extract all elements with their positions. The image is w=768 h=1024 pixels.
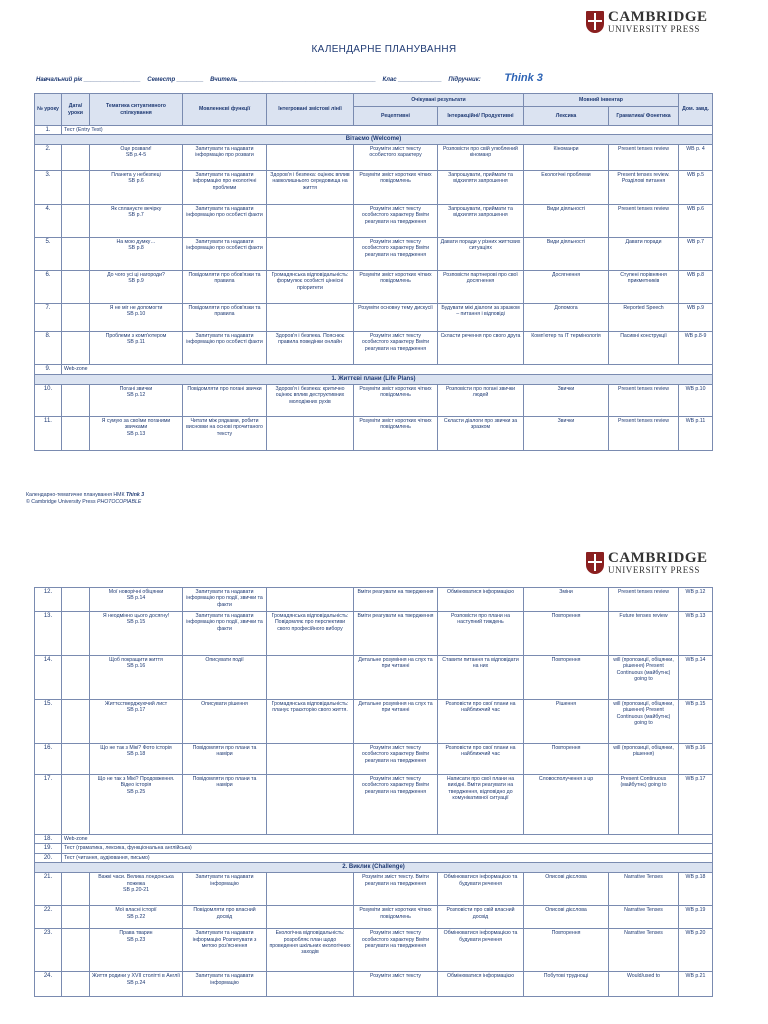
lesson-number: 18. [35, 835, 62, 844]
lesson-date [62, 906, 90, 929]
publisher-logo [586, 10, 708, 34]
lesson-number: 5. [35, 237, 62, 270]
lesson-topic: Планета у небезпеці SB p.6 [90, 170, 183, 204]
receptive-results: Розуміти зміст тексту особистого характеру Вміти реагувати на твердження [354, 204, 438, 237]
integrated-lines [267, 906, 354, 929]
grammar-cell: Narrative Tenses [609, 873, 679, 906]
homework-cell: WB p.16 [679, 744, 713, 775]
table-row [35, 656, 713, 700]
homework-cell: WB p.12 [679, 588, 713, 612]
meta-class: Клас _____________ [382, 77, 442, 83]
speech-functions: Запитувати та надавати інформацію про події, звички та факти [183, 588, 267, 612]
lesson-number: 14. [35, 656, 62, 700]
publisher-name-top: CAMBRIDGE [608, 9, 708, 25]
lesson-number: 15. [35, 700, 62, 744]
integrated-lines: Громадянська відповідальність: формулює особисті ціннісні пріоритети [267, 270, 354, 303]
interactive-results: Обмінюватися інформацією [438, 588, 524, 612]
lexis-cell: Повторення [524, 656, 609, 700]
lexis-cell: Повторення [524, 612, 609, 656]
header-meta [36, 72, 543, 84]
lesson-date [62, 416, 90, 450]
lesson-topic: Я не міг не допомогти SB p.10 [90, 303, 183, 331]
receptive-results: Розуміти зміст тексту особистого характеру [354, 144, 438, 170]
integrated-lines: Здоров'я і безпека: оцінює вплив навколишнього середовища на життя [267, 170, 354, 204]
lesson-date [62, 237, 90, 270]
lesson-topic: Погані звички SB p.12 [90, 384, 183, 416]
homework-cell: WB p.10 [679, 384, 713, 416]
col-integrated-header: Інтегровані змістові лінії [267, 94, 354, 126]
speech-functions: Повідомляти про плани та наміри [183, 775, 267, 835]
homework-cell: WB p.21 [679, 972, 713, 997]
lesson-topic: Оце розваги! SB p.4-5 [90, 144, 183, 170]
interactive-results: Розповісти про свої плани на найближчий час [438, 744, 524, 775]
receptive-results: Детальне розуміння на слух та при читанні [354, 656, 438, 700]
table-row [35, 204, 713, 237]
lesson-date [62, 384, 90, 416]
speech-functions: Запитувати та надавати інформацію про особисті факти [183, 204, 267, 237]
integrated-lines [267, 972, 354, 997]
section-row [35, 135, 713, 144]
speech-functions: Описувати події [183, 656, 267, 700]
meta-textbook-label: Підручник: [448, 77, 481, 83]
grammar-cell: Present Continuous (майбутнє) going to [609, 775, 679, 835]
lesson-topic: Я сумую за своїми поганими звичками SB p.13 [90, 416, 183, 450]
receptive-results: Розуміти зміст коротких чітких повідомлень [354, 384, 438, 416]
grammar-cell: Present tenses review [609, 416, 679, 450]
receptive-results: Вміти реагувати на твердження [354, 588, 438, 612]
speech-functions: Запитувати та надавати інформацію про екологічні проблеми [183, 170, 267, 204]
grammar-cell: Present tenses review [609, 144, 679, 170]
lesson-number: 1. [35, 126, 62, 135]
receptive-results: Розуміти зміст коротких чітких повідомлень [354, 270, 438, 303]
grammar-cell: Пасивні конструкції [609, 331, 679, 364]
speech-functions: Запитувати та надавати інформацію Розпитувати з метою роз'яснення [183, 929, 267, 972]
speech-functions: Описувати рішення [183, 700, 267, 744]
table-row [35, 270, 713, 303]
publisher-name-top: CAMBRIDGE [608, 550, 708, 566]
col-language-header: Мовний інвентар [524, 94, 679, 107]
lexis-cell: Види діяльності [524, 204, 609, 237]
col-results-header: Очікувані результати [354, 94, 524, 107]
integrated-lines: Громадянська відповідальність: планує траєкторію свого життя. [267, 700, 354, 744]
speech-functions: Запитувати та надавати інформацію про особисті факти [183, 237, 267, 270]
table-row [35, 853, 713, 862]
speech-functions: Запитувати та надавати інформацію [183, 972, 267, 997]
homework-cell: WB p.17 [679, 775, 713, 835]
lesson-topic: До чого усі ці нагороди? SB p.9 [90, 270, 183, 303]
table-row [35, 744, 713, 775]
lesson-topic: Мої новорічні обіцянки SB p.14 [90, 588, 183, 612]
speech-functions: Повідомляти про погані звички [183, 384, 267, 416]
homework-cell: WB p.9 [679, 303, 713, 331]
lesson-number: 7. [35, 303, 62, 331]
lesson-topic: Як сплануєте вечірку SB p.7 [90, 204, 183, 237]
lexis-cell: Повторення [524, 929, 609, 972]
homework-cell: WB p. 4 [679, 144, 713, 170]
lesson-topic: Я неодмінно цього досягну! SB p.15 [90, 612, 183, 656]
speech-functions: Запитувати та надавати інформацію [183, 873, 267, 906]
publisher-name-bottom: UNIVERSITY PRESS [608, 565, 701, 575]
integrated-lines [267, 588, 354, 612]
receptive-results: Розуміти зміст тексту [354, 972, 438, 997]
lesson-date [62, 270, 90, 303]
grammar-cell: will (пропозиції, обіцянки, рішення) Present Continuous (майбутнє) going to [609, 656, 679, 700]
interactive-results: Розповісти про плани на наступний тиждень [438, 612, 524, 656]
speech-functions: Запитувати та надавати інформацію про розваги [183, 144, 267, 170]
interactive-results: Давати поради у різних життєвих ситуаціях [438, 237, 524, 270]
lesson-date [62, 331, 90, 364]
homework-cell: WB p.11 [679, 416, 713, 450]
lesson-number: 6. [35, 270, 62, 303]
lesson-number: 23. [35, 929, 62, 972]
integrated-lines: Здоров'я і безпека: критично оцінює вплив деструктивних молодіжних рухів [267, 384, 354, 416]
receptive-results: Розуміти зміст тексту особистого характеру Вміти реагувати на твердження [354, 237, 438, 270]
receptive-results: Розуміти зміст тексту особистого характеру Вміти реагувати на твердження [354, 929, 438, 972]
homework-cell: WB p.14 [679, 656, 713, 700]
lesson-number: 17. [35, 775, 62, 835]
meta-semester: Семестр ________ [147, 77, 204, 83]
lesson-topic: Життя родини у XVII столітті в Англії SB p.24 [90, 972, 183, 997]
table-row [35, 612, 713, 656]
lesson-topic: Що не так з Мікі? Фото історія SB p.18 [90, 744, 183, 775]
lesson-topic: На мою думку… SB p.8 [90, 237, 183, 270]
col-homework-header: Дом. завд. [679, 94, 713, 126]
receptive-results: Розуміти зміст тексту особистого характеру Вміти реагувати на твердження [354, 331, 438, 364]
table-row [35, 775, 713, 835]
table-row [35, 873, 713, 906]
receptive-results: Розуміти основну тему дискусії [354, 303, 438, 331]
col-num-header: № уроку [35, 94, 62, 126]
lexis-cell: Звички [524, 384, 609, 416]
lesson-number: 20. [35, 853, 62, 862]
lesson-number: 10. [35, 384, 62, 416]
lesson-topic: Web-zone [62, 364, 713, 374]
grammar-cell: Reported Speech [609, 303, 679, 331]
lesson-number: 16. [35, 744, 62, 775]
lesson-topic: Проблеми з комп'ютером SB p.11 [90, 331, 183, 364]
lesson-number: 12. [35, 588, 62, 612]
lesson-topic: Web-zone [62, 835, 713, 844]
interactive-results: Розповісти про свої плани на найближчий час [438, 700, 524, 744]
lexis-cell: Кіноманри [524, 144, 609, 170]
lesson-topic: Тест (граматика, лексика, функціональна англійська) [62, 844, 713, 853]
footer-line-2: © Cambridge University Press PHOTOCOPIABLE [26, 499, 142, 505]
receptive-results: Розуміти зміст тексту особистого характеру Вміти реагувати на твердження [354, 775, 438, 835]
col-interactive-header: Інтеракційні/ Продуктивні [438, 107, 524, 126]
lesson-number: 21. [35, 873, 62, 906]
table-row [35, 237, 713, 270]
interactive-results: Скласти речення про свого друга [438, 331, 524, 364]
lesson-date [62, 612, 90, 656]
homework-cell: WB p.8-9 [679, 331, 713, 364]
interactive-results: Обмінюватися інформацією та будувати речення [438, 873, 524, 906]
footer-line-1: Календарно-тематичне планування НМК Think 3 [26, 492, 145, 498]
receptive-results: Розуміти зміст тексту. Вміти реагувати на твердження [354, 873, 438, 906]
homework-cell: WB p.13 [679, 612, 713, 656]
plan-table-page2 [34, 587, 713, 997]
lexis-cell: Звички [524, 416, 609, 450]
lesson-date [62, 656, 90, 700]
table-row [35, 700, 713, 744]
table-row [35, 170, 713, 204]
table-row [35, 364, 713, 374]
col-lexis-header: Лексика [524, 107, 609, 126]
grammar-cell: Future tenses review [609, 612, 679, 656]
lesson-number: 19. [35, 844, 62, 853]
lexis-cell: Зміни [524, 588, 609, 612]
lesson-date [62, 972, 90, 997]
plan-table-body-page2 [35, 588, 713, 997]
integrated-lines [267, 144, 354, 170]
integrated-lines [267, 656, 354, 700]
interactive-results: Запрошувати, приймати та відхиляти запрошення [438, 170, 524, 204]
lexis-cell: Досягнення [524, 270, 609, 303]
lesson-date [62, 144, 90, 170]
interactive-results: Ставити питання та відповідати на них [438, 656, 524, 700]
lesson-topic: Тест (читання, аудіювання, письмо) [62, 853, 713, 862]
lexis-cell: Побутові труднощі [524, 972, 609, 997]
integrated-lines [267, 873, 354, 906]
table-row [35, 126, 713, 135]
meta-textbook: Think 3 [504, 72, 543, 84]
lexis-cell: Екологічні проблеми [524, 170, 609, 204]
publisher-name-bottom: UNIVERSITY PRESS [608, 24, 701, 34]
grammar-cell: Present tenses review. Розділові питання [609, 170, 679, 204]
lexis-cell: Описові дієслова [524, 906, 609, 929]
lesson-number: 22. [35, 906, 62, 929]
table-row [35, 835, 713, 844]
section-row [35, 374, 713, 384]
lesson-topic: Тест (Entry Test) [62, 126, 713, 135]
interactive-results: Запрошувати, приймати та відхиляти запрошення [438, 204, 524, 237]
lesson-number: 2. [35, 144, 62, 170]
lesson-number: 11. [35, 416, 62, 450]
lexis-cell: Види діяльності [524, 237, 609, 270]
table-row [35, 384, 713, 416]
lesson-date [62, 744, 90, 775]
integrated-lines: Екологічна відповідальність: розробляє план щодо проведення шкільних екологічних заходів [267, 929, 354, 972]
homework-cell: WB p.18 [679, 873, 713, 906]
table-row [35, 844, 713, 853]
speech-functions: Читати між рядками, робити висновки на основі прочитаного тексту [183, 416, 267, 450]
homework-cell: WB p.6 [679, 204, 713, 237]
col-topic-header: Тематика ситуативного спілкування [90, 94, 183, 126]
lexis-cell: Рішення [524, 700, 609, 744]
lesson-date [62, 775, 90, 835]
grammar-cell: Present tenses review [609, 588, 679, 612]
publisher-logo-page2 [586, 551, 708, 575]
col-grammar-header: Граматика/ Фонетика [609, 107, 679, 126]
interactive-results: Скласти діалоги про звички за зразком [438, 416, 524, 450]
grammar-cell: Ступені порівняння прикметників [609, 270, 679, 303]
receptive-results: Розуміти зміст тексту особистого характеру Вміти реагувати на твердження [354, 744, 438, 775]
lexis-cell: Повторення [524, 744, 609, 775]
lesson-date [62, 700, 90, 744]
page-title: КАЛЕНДАРНЕ ПЛАНУВАННЯ [311, 44, 457, 55]
meta-year: Навчальний рік _________________ [36, 77, 141, 83]
interactive-results: Обмінюватися інформацією [438, 972, 524, 997]
speech-functions: Повідомляти про плани та наміри [183, 744, 267, 775]
page-footer [26, 492, 144, 506]
lesson-number: 24. [35, 972, 62, 997]
integrated-lines [267, 416, 354, 450]
homework-cell: WB p.15 [679, 700, 713, 744]
plan-table-body-page1 [35, 126, 713, 451]
lesson-date [62, 303, 90, 331]
integrated-lines [267, 775, 354, 835]
speech-functions: Повідомляти про обов'язки та правила [183, 270, 267, 303]
grammar-cell: Would/used to [609, 972, 679, 997]
receptive-results: Детальне розуміння на слух та при читанні [354, 700, 438, 744]
interactive-results: Розповісти про погані звички людей [438, 384, 524, 416]
interactive-results: Розповісти про свій власний досвід [438, 906, 524, 929]
section-title: Вітаємо (Welcome) [35, 135, 713, 144]
lesson-date [62, 873, 90, 906]
receptive-results: Розуміти зміст коротких чітких повідомлень [354, 906, 438, 929]
lexis-cell: Словосполучення з up [524, 775, 609, 835]
grammar-cell: Narrative Tenses [609, 929, 679, 972]
lesson-number: 4. [35, 204, 62, 237]
speech-functions: Повідомляти про власний досвід [183, 906, 267, 929]
grammar-cell: will (пропозиції, обіцянки, рішення) Present Continuous (майбутнє) going to [609, 700, 679, 744]
lesson-date [62, 588, 90, 612]
lesson-topic: Що не так з Мікі? Продовження. Відео історія SB p.25 [90, 775, 183, 835]
homework-cell: WB p.5 [679, 170, 713, 204]
homework-cell: WB p.7 [679, 237, 713, 270]
lesson-number: 3. [35, 170, 62, 204]
grammar-cell: will (пропозиції, обіцянки, рішення) [609, 744, 679, 775]
homework-cell: WB p.20 [679, 929, 713, 972]
interactive-results: Написати про свої плани на вихідні. Вміти реагувати на твердження, відповідно до комунікативної ситуації [438, 775, 524, 835]
lesson-topic: Права тварин SB p.23 [90, 929, 183, 972]
section-title: 1. Життєві плани (Life Plans) [35, 374, 713, 384]
crest-icon [586, 552, 604, 574]
interactive-results: Розповісти партнерові про свої досягнення [438, 270, 524, 303]
grammar-cell: Present tenses review [609, 384, 679, 416]
lesson-date [62, 204, 90, 237]
lexis-cell: Допомога [524, 303, 609, 331]
col-date-header: Дата/ уроки [62, 94, 90, 126]
speech-functions: Запитувати та надавати інформацію про особисті факти [183, 331, 267, 364]
table-row [35, 972, 713, 997]
table-row [35, 588, 713, 612]
meta-teacher: Вчитель _________________________________________ [210, 77, 376, 83]
integrated-lines [267, 237, 354, 270]
crest-icon [586, 11, 604, 33]
lesson-topic: Мої власні історії SB p.22 [90, 906, 183, 929]
lexis-cell: Описові дієслова [524, 873, 609, 906]
lesson-topic: Важкі часи. Велика лондонська пожежа SB p.20-21 [90, 873, 183, 906]
table-row [35, 331, 713, 364]
grammar-cell: Narrative Tenses [609, 906, 679, 929]
lesson-number: 13. [35, 612, 62, 656]
integrated-lines [267, 744, 354, 775]
homework-cell: WB p.19 [679, 906, 713, 929]
table-row [35, 929, 713, 972]
table-row [35, 416, 713, 450]
speech-functions: Повідомляти про обов'язки та правила [183, 303, 267, 331]
lesson-topic: Життєстверджуючий лист SB p.17 [90, 700, 183, 744]
plan-table-page1 [34, 93, 713, 451]
receptive-results: Розуміти зміст коротких чітких повідомлень [354, 170, 438, 204]
receptive-results: Розуміти зміст коротких чітких повідомлень [354, 416, 438, 450]
interactive-results: Розповісти про свій улюблений кіноманр [438, 144, 524, 170]
grammar-cell: Present tenses review [609, 204, 679, 237]
interactive-results: Будувати мікі діалоги за зразком – питання і відповіді [438, 303, 524, 331]
lesson-date [62, 929, 90, 972]
speech-functions: Запитувати та надавати інформацію про події, звички та факти [183, 612, 267, 656]
section-title: 2. Виклик (Challenge) [35, 863, 713, 873]
homework-cell: WB p.8 [679, 270, 713, 303]
integrated-lines [267, 204, 354, 237]
integrated-lines: Здоров'я і безпека. Пояснює правила поведінки онлайн [267, 331, 354, 364]
grammar-cell: Давати поради [609, 237, 679, 270]
lesson-number: 8. [35, 331, 62, 364]
integrated-lines: Громадянська відповідальність: Повідомляє про перспективи свого професійного вибору [267, 612, 354, 656]
table-row [35, 144, 713, 170]
section-row [35, 863, 713, 873]
lesson-number: 9. [35, 364, 62, 374]
lexis-cell: Комп'ютер та IT термінологія [524, 331, 609, 364]
lesson-topic: Щоб покращити життя SB p.16 [90, 656, 183, 700]
table-row [35, 303, 713, 331]
lesson-date [62, 170, 90, 204]
interactive-results: Обмінюватися інформацією та будувати речення [438, 929, 524, 972]
receptive-results: Вміти реагувати на твердження [354, 612, 438, 656]
col-receptive-header: Рецептивні [354, 107, 438, 126]
col-speech-header: Мовленнєві функції [183, 94, 267, 126]
table-row [35, 906, 713, 929]
integrated-lines [267, 303, 354, 331]
